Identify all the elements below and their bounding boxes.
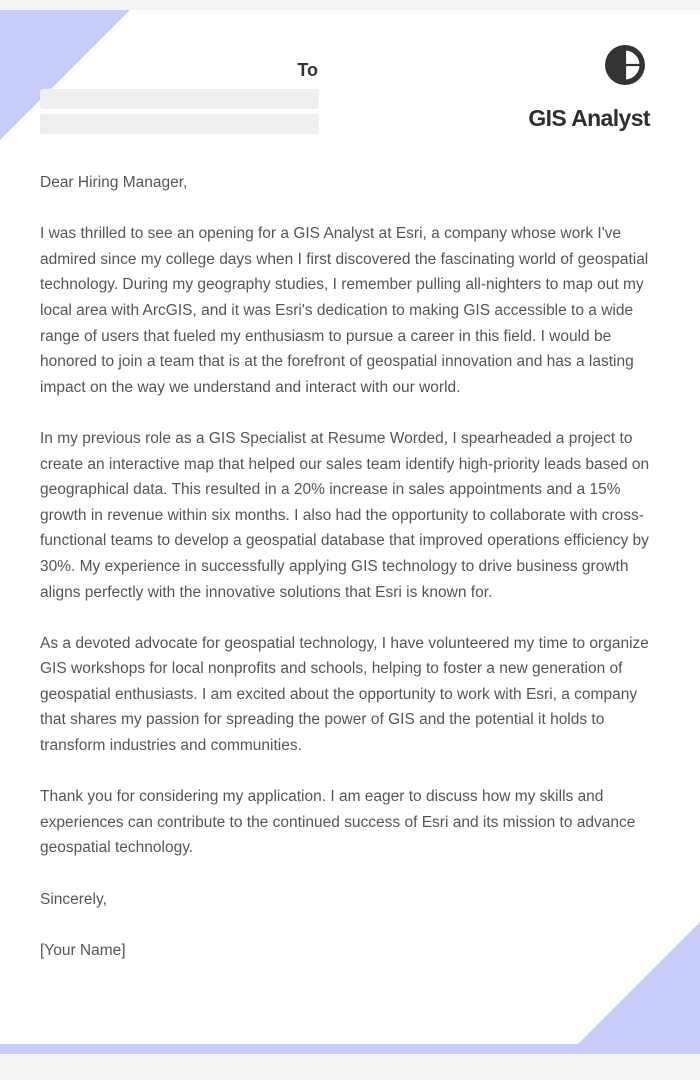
recipient-name-placeholder [40,89,319,109]
letter-page [0,10,700,1054]
paragraph-closing: Thank you for considering my application. I am eager to discuss how my skills and experiences can contribute to the continued success of Esri and its mission to advance geospatial technology. [40,788,636,857]
letter-body [40,170,662,963]
job-title: GIS Analyst [528,105,650,131]
paragraph-volunteering: As a devoted advocate for geospatial technology, I have volunteered my time to organize GIS workshops for local nonprofits and schools, helping to foster a new generation of geospatial enthusiasts. I am excited about the opportunity to work with Esri, a company that shares my passion for spreading the power of GIS and the potential it holds to transform industries and communities. [40,634,649,755]
paragraph-experience: In my previous role as a GIS Specialist at Resume Worded, I spearheaded a project to create an interactive map that helped our sales team identify high-priority leads based on geographical data. This resulted in a 20% increase in sales appointments and a 15% growth in revenue within six months. I also had the opportunity to collaborate with cross-functional teams to develop a geospatial database that improved operations efficiency by 30%. My experience in successfully applying GIS technology to drive business growth aligns perfectly with the innovative solutions that Esri is known for. [40,429,650,601]
bottom-accent-band [0,1044,700,1054]
signature: [Your Name] [40,941,126,959]
closing: Sincerely, [40,890,107,908]
recipient-address-placeholder [40,114,319,134]
pie-chart-logo-icon [604,44,646,86]
paragraph-intro: I was thrilled to see an opening for a GIS Analyst at Esri, a company whose work I've admired since my college days when I first discovered the fascinating world of geospatial technology. During my geography studies, I remember pulling all-nighters to map out my local area with ArcGIS, and it was Esri's dedication to making GIS accessible to a wide range of users that fueled my enthusiasm to pursue a career in this field. I would be honored to join a team that is at the forefront of geospatial innovation and has a lasting impact on the way we understand and interact with our world. [40,225,649,396]
salutation: Dear Hiring Manager, [40,174,188,191]
to-label: To [297,60,318,80]
